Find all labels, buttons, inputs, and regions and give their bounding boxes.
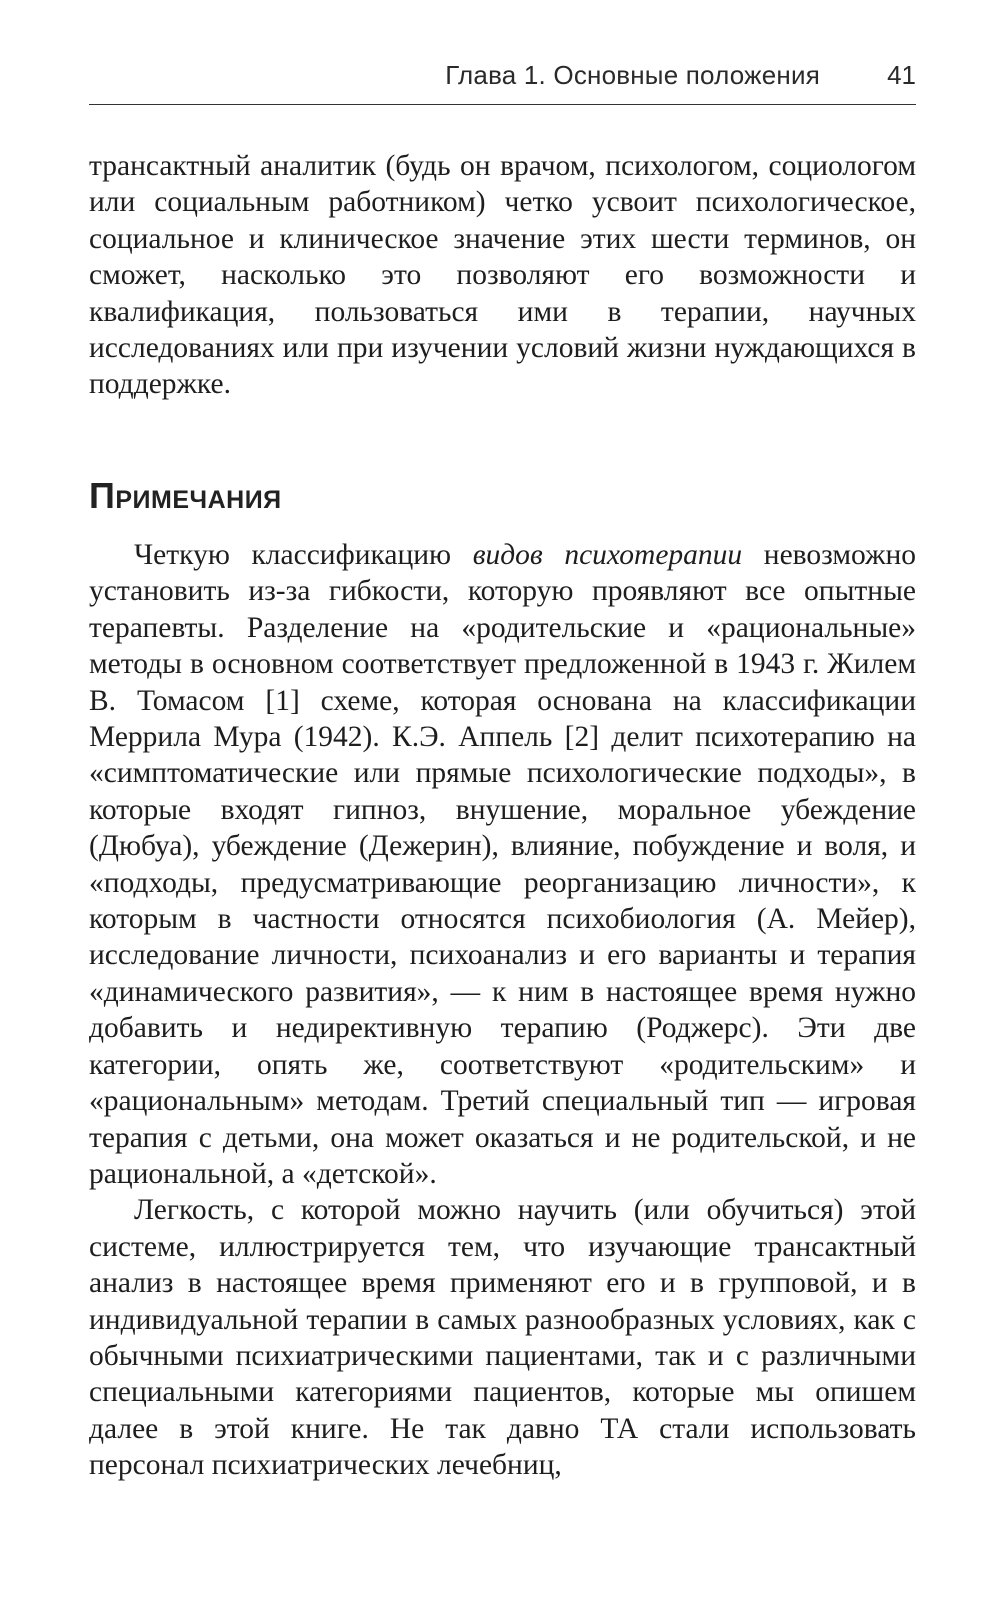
header-rule	[89, 104, 916, 105]
notes-paragraph-1	[89, 537, 916, 1192]
notes-paragraph-1-emphasis: видов психотерапии	[472, 539, 743, 571]
chapter-title: Глава 1. Основные положения	[445, 60, 820, 90]
notes-paragraph-1-lead: Четкую классификацию	[134, 539, 473, 571]
page-number: 41	[887, 60, 916, 90]
running-header	[89, 58, 916, 98]
notes-paragraph-2: Легкость, с которой можно научить (или обучиться) этой системе, иллюстрируется тем, что изучающие трансактный анализ в настоящее время применяют его и в групповой, и в индивидуальной терапии в самых разнообразных условиях, как с обычными психиатрическими пациентами, так и с различными специальными категориями пациентов, которые мы опишем далее в этой книге. Не так давно ТА стали использовать персонал психиатрических лечебниц,	[89, 1194, 916, 1482]
continuation-text-block	[89, 148, 916, 403]
notes-text-block	[89, 537, 916, 1484]
section-heading: Примечания	[89, 475, 282, 516]
continuation-paragraph: трансактный аналитик (будь он врачом, психологом, социологом или социальным работником) четко усвоит психологическое, социальное и клиническое значение этих шести терминов, он сможет, насколько это позволяют его возможности и квалификация, пользоваться ими в терапии, научных исследованиях или при изучении условий жизни нуждающихся в поддержке.	[89, 150, 916, 401]
notes-paragraph-1-rest: невозможно установить из-за гибкости, которую проявляют все опытные терапевты. Разделение на «родительские и «рациональные» методы в основном соответствует предложенной в 1943 г. Жилем В. Томасом [1] схеме, которая основана на классификации Меррила Мура (1942). К.Э. Аппель [2] делит психотерапию на «симптоматические или прямые психологические подходы», в которые входят гипноз, внушение, моральное убеждение (Дюбуа), убеждение (Дежерин), влияние, побуждение и воля, и «подходы, предусматривающие реорганизацию личности», к которым в частности относятся психобиология (А. Мейер), исследование личности, психоанализ и его варианты и терапия «динамического развития», — к ним в настоящее время нужно добавить и недирективную терапию (Роджерс). Эти две категории, опять же, соответствуют «родительским» и «рациональным» методам. Третий специальный тип — игровая терапия с детьми, она может оказаться и не родительской, и не рациональной, а «детской».	[89, 539, 916, 1190]
